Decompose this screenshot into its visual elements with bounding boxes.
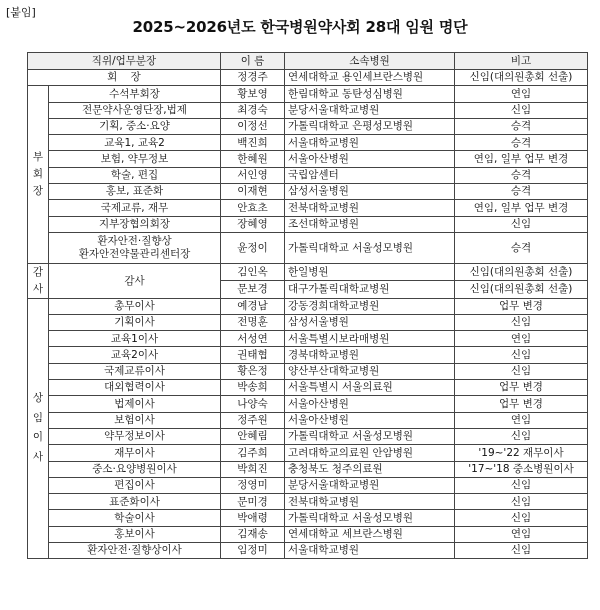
auditor-group-label: 감 사: [28, 263, 49, 298]
standing-director-hospital: 경북대학교병원: [285, 347, 455, 363]
standing-director-hospital: 삼성서울병원: [285, 314, 455, 330]
vice-president-hospital: 전북대학교병원: [285, 200, 455, 216]
standing-director-name: 안혜림: [221, 428, 285, 444]
auditor-note: 신임(대의원총회 선출): [455, 281, 588, 298]
auditor-name: 문보경: [221, 281, 285, 298]
vice-president-row: [28, 216, 588, 232]
vice-president-note: 승격: [455, 184, 588, 200]
header-name: 이 름: [221, 53, 285, 70]
standing-director-note: 연임: [455, 331, 588, 347]
standing-director-note: 신임: [455, 347, 588, 363]
standing-director-name: 서성연: [221, 331, 285, 347]
vice-president-note: 신임: [455, 216, 588, 232]
standing-director-hospital: 가톨릭대학교 서울성모병원: [285, 428, 455, 444]
standing-director-hospital: 강동경희대학교병원: [285, 298, 455, 314]
standing-director-row: [28, 412, 588, 428]
standing-director-row: [28, 380, 588, 396]
standing-director-hospital: 서울특별시보라매병원: [285, 331, 455, 347]
president-note: 신임(대의원총회 선출): [455, 70, 588, 86]
vice-president-position: 기획, 중소·요양: [49, 118, 221, 134]
vice-president-note: 연임, 일부 업무 변경: [455, 151, 588, 167]
vice-president-note: 승격: [455, 135, 588, 151]
standing-director-name: 정영미: [221, 477, 285, 493]
standing-director-row: [28, 314, 588, 330]
standing-director-hospital: 서울특별시 서울의료원: [285, 380, 455, 396]
officer-roster-table: [27, 52, 588, 559]
standing-director-position: 학술이사: [49, 510, 221, 526]
standing-director-position: 환자안전·질향상이사: [49, 543, 221, 559]
vice-president-position: 환자안전·질향상 환자안전약물관리센터장: [49, 232, 221, 263]
vice-president-name: 백진희: [221, 135, 285, 151]
roster-body: [28, 70, 588, 559]
standing-director-row: [28, 445, 588, 461]
standing-director-name: 정주원: [221, 412, 285, 428]
standing-director-note: 신임: [455, 428, 588, 444]
standing-director-hospital: 서울아산병원: [285, 412, 455, 428]
standing-director-note: 신임: [455, 363, 588, 379]
standing-director-row: [28, 510, 588, 526]
standing-director-position: 표준화이사: [49, 494, 221, 510]
vice-president-row: [28, 200, 588, 216]
vice-president-name: 장혜영: [221, 216, 285, 232]
vice-president-position: 국제교류, 재무: [49, 200, 221, 216]
vice-president-row: [28, 102, 588, 118]
vice-president-note: 승격: [455, 118, 588, 134]
standing-director-note: '17~'18 중소병원이사: [455, 461, 588, 477]
standing-director-name: 김주희: [221, 445, 285, 461]
standing-director-position: 교육1이사: [49, 331, 221, 347]
standing-director-hospital: 서울대학교병원: [285, 543, 455, 559]
standing-director-name: 황은정: [221, 363, 285, 379]
standing-director-row: [28, 461, 588, 477]
vice-president-name: 이재현: [221, 184, 285, 200]
vice-president-note: 신임: [455, 102, 588, 118]
vice-president-position: 보험, 약무정보: [49, 151, 221, 167]
standing-director-row: [28, 428, 588, 444]
vice-president-row: [28, 232, 588, 263]
standing-director-position: 대외협력이사: [49, 380, 221, 396]
standing-director-row: [28, 331, 588, 347]
standing-director-hospital: 충청북도 청주의료원: [285, 461, 455, 477]
standing-director-note: 신임: [455, 543, 588, 559]
standing-director-row: [28, 526, 588, 542]
standing-director-name: 임정미: [221, 543, 285, 559]
attachment-label: [붙임]: [6, 6, 36, 19]
vice-president-group-label: 부 회 장: [28, 86, 49, 264]
standing-director-hospital: 가톨릭대학교 서울성모병원: [285, 510, 455, 526]
standing-director-position: 보험이사: [49, 412, 221, 428]
vice-president-hospital: 서울대학교병원: [285, 135, 455, 151]
vice-president-hospital: 삼성서울병원: [285, 184, 455, 200]
standing-director-hospital: 분당서울대학교병원: [285, 477, 455, 493]
vice-president-note: 연임, 일부 업무 변경: [455, 200, 588, 216]
vice-president-hospital: 분당서울대학교병원: [285, 102, 455, 118]
president-hospital: 연세대학교 용인세브란스병원: [285, 70, 455, 86]
standing-director-position: 재무이사: [49, 445, 221, 461]
president-name: 정경주: [221, 70, 285, 86]
vice-president-hospital: 가톨릭대학교 서울성모병원: [285, 232, 455, 263]
standing-director-row: [28, 494, 588, 510]
auditor-hospital: 한일병원: [285, 263, 455, 280]
standing-director-note: 신임: [455, 494, 588, 510]
standing-director-name: 박송희: [221, 380, 285, 396]
president-row: [28, 70, 588, 86]
standing-director-note: 업무 변경: [455, 380, 588, 396]
vice-president-hospital: 한림대학교 동탄성심병원: [285, 86, 455, 102]
standing-director-name: 문미경: [221, 494, 285, 510]
header-hospital: 소속병원: [285, 53, 455, 70]
vice-president-position: 수석부회장: [49, 86, 221, 102]
standing-director-note: 업무 변경: [455, 396, 588, 412]
standing-director-name: 나양숙: [221, 396, 285, 412]
vice-president-hospital: 가톨릭대학교 은평성모병원: [285, 118, 455, 134]
auditor-position: 감사: [49, 263, 221, 298]
vice-president-row: [28, 86, 588, 102]
standing-director-name: 권태협: [221, 347, 285, 363]
standing-director-hospital: 서울아산병원: [285, 396, 455, 412]
standing-director-note: 신임: [455, 314, 588, 330]
auditor-row: [28, 263, 588, 280]
president-position: 회 장: [28, 70, 221, 86]
standing-director-position: 교육2이사: [49, 347, 221, 363]
vice-president-hospital: 서울아산병원: [285, 151, 455, 167]
standing-director-position: 홍보이사: [49, 526, 221, 542]
vice-president-name: 이정선: [221, 118, 285, 134]
standing-director-note: 신임: [455, 477, 588, 493]
vice-president-row: [28, 135, 588, 151]
header-note: 비고: [455, 53, 588, 70]
standing-director-note: 업무 변경: [455, 298, 588, 314]
auditor-hospital: 대구가톨릭대학교병원: [285, 281, 455, 298]
vice-president-position: 전문약사운영단장,법제: [49, 102, 221, 118]
vice-president-name: 한혜원: [221, 151, 285, 167]
vice-president-position: 지부장협의회장: [49, 216, 221, 232]
vice-president-note: 승격: [455, 167, 588, 183]
standing-director-row: [28, 396, 588, 412]
vice-president-row: [28, 167, 588, 183]
vice-president-row: [28, 151, 588, 167]
standing-director-note: '19~'22 재무이사: [455, 445, 588, 461]
vice-president-position: 홍보, 표준화: [49, 184, 221, 200]
vice-president-row: [28, 118, 588, 134]
standing-director-hospital: 양산부산대학교병원: [285, 363, 455, 379]
standing-director-row: [28, 347, 588, 363]
vice-president-name: 안효초: [221, 200, 285, 216]
auditor-note: 신임(대의원총회 선출): [455, 263, 588, 280]
standing-director-name: 전명훈: [221, 314, 285, 330]
standing-director-position: 약무정보이사: [49, 428, 221, 444]
header-row: [28, 53, 588, 70]
standing-director-position: 국제교류이사: [49, 363, 221, 379]
standing-director-hospital: 고려대학교의료원 안암병원: [285, 445, 455, 461]
standing-director-position: 법제이사: [49, 396, 221, 412]
vice-president-position: 교육1, 교육2: [49, 135, 221, 151]
document-title: 2025~2026년도 한국병원약사회 28대 임원 명단: [132, 18, 468, 36]
vice-president-hospital: 국립암센터: [285, 167, 455, 183]
vice-president-name: 최경숙: [221, 102, 285, 118]
standing-director-row: [28, 477, 588, 493]
vice-president-note: 승격: [455, 232, 588, 263]
standing-director-hospital: 연세대학교 세브란스병원: [285, 526, 455, 542]
header-position: 직위/업무분장: [28, 53, 221, 70]
standing-director-position: 중소·요양병원이사: [49, 461, 221, 477]
vice-president-name: 서인영: [221, 167, 285, 183]
standing-director-row: [28, 298, 588, 314]
standing-director-name: 박애령: [221, 510, 285, 526]
standing-director-name: 김재송: [221, 526, 285, 542]
vice-president-position: 학술, 편집: [49, 167, 221, 183]
standing-director-note: 연임: [455, 526, 588, 542]
standing-director-name: 예경남: [221, 298, 285, 314]
vice-president-name: 윤정이: [221, 232, 285, 263]
standing-director-hospital: 전북대학교병원: [285, 494, 455, 510]
standing-director-name: 박희진: [221, 461, 285, 477]
auditor-name: 김인옥: [221, 263, 285, 280]
standing-director-position: 기획이사: [49, 314, 221, 330]
vice-president-hospital: 조선대학교병원: [285, 216, 455, 232]
vice-president-row: [28, 184, 588, 200]
vice-president-name: 황보영: [221, 86, 285, 102]
standing-director-position: 총무이사: [49, 298, 221, 314]
standing-director-row: [28, 363, 588, 379]
standing-director-row: [28, 543, 588, 559]
vice-president-note: 연임: [455, 86, 588, 102]
standing-director-note: 신임: [455, 510, 588, 526]
standing-director-group-label: 상 임 이 사: [28, 298, 49, 559]
standing-director-note: 연임: [455, 412, 588, 428]
standing-director-position: 편집이사: [49, 477, 221, 493]
